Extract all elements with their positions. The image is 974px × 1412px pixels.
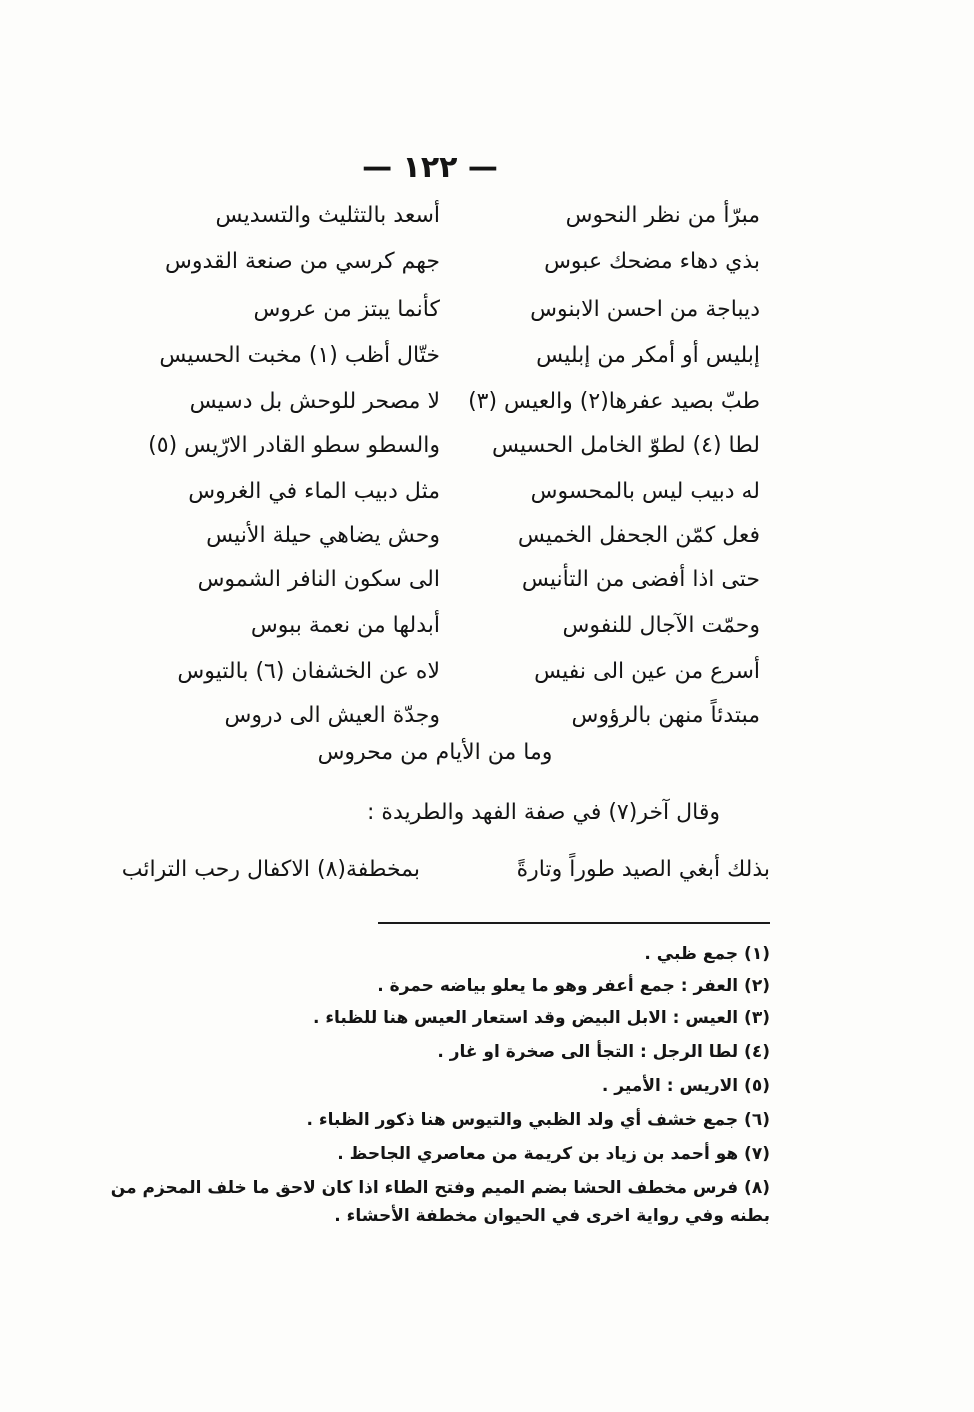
first-hemistich: مبرّأ من نظر النحوس bbox=[565, 203, 760, 228]
first-hemistich: ديباجة من احسن الابنوس bbox=[530, 297, 760, 322]
footnote: (٣) العيس : الابل البيض وقد استعار العيس هنا للظباء . bbox=[312, 1008, 770, 1028]
second-hemistich: وحش يضاهي حيلة الأنيس bbox=[206, 523, 440, 548]
poem-closing-line: وما من الأيام من محروس bbox=[317, 740, 553, 765]
page-number: — ١٢٢ — bbox=[362, 150, 498, 185]
poem-couplet bbox=[120, 560, 760, 608]
second-poem-intro: وقال آخر(٧) في صفة الفهد والطريدة : bbox=[367, 800, 720, 825]
footnote: (٨) فرس مخطف الحشا بضم الميم وفتح الطاء اذا كان لاحق ما خلف المحزم من بطنه وفي رواية اخرى في الحيوان مخطفة الأحشاء . bbox=[110, 1178, 770, 1226]
poem-couplet bbox=[120, 696, 760, 744]
second-hemistich: وجدّة العيش الى دروس bbox=[224, 703, 440, 728]
first-hemistich: مبتدئاً منهن بالرؤوس bbox=[571, 703, 760, 728]
footnote: (٥) الاريس : الأمير . bbox=[601, 1076, 770, 1096]
footnote: (٤) لطا الرجل : التجأ الى صخرة او غار . bbox=[437, 1042, 770, 1062]
second-hemistich: ختّال أظب (١) مخبت الحسيس bbox=[159, 343, 440, 368]
footnote-divider bbox=[378, 922, 770, 924]
first-hemistich: لطا (٤) لطوّ الخامل الحسيس bbox=[491, 433, 760, 458]
first-hemistich: له دبيب ليس بالمحسوس bbox=[530, 479, 760, 504]
first-hemistich: بذلك أبغي الصيد طوراً وتارةً bbox=[516, 857, 770, 882]
second-hemistich: والسطو سطو القادر الارّيس (٥) bbox=[148, 433, 440, 458]
second-hemistich: بمخطفة(٨) الاكفال رحب الترائب bbox=[121, 857, 420, 882]
footnote: (٧) هو أحمد بن زياد بن كريمة من معاصري الجاحظ . bbox=[337, 1144, 770, 1164]
first-hemistich: وحمّت الآجال للنفوس bbox=[562, 613, 760, 638]
second-hemistich: أسعد بالتثليث والتسديس bbox=[215, 203, 440, 228]
poem-couplet bbox=[120, 472, 760, 520]
poem-couplet bbox=[120, 196, 760, 244]
second-hemistich: كأنما يبتز من عروس bbox=[253, 297, 440, 322]
first-hemistich: فعل كمّن الجحفل الخميس bbox=[517, 523, 760, 548]
second-hemistich: جهم كرسي من صنعة القدوس bbox=[165, 249, 440, 274]
poem-couplet bbox=[120, 242, 760, 290]
first-hemistich: حتى اذا أفضى من التأنيس bbox=[521, 567, 760, 592]
poem-couplet bbox=[120, 290, 760, 338]
poem-couplet bbox=[120, 652, 760, 700]
footnote: (٦) جمع خشف أي ولد الظبي والتيوس هنا ذكور الظباء . bbox=[306, 1110, 770, 1130]
second-hemistich: الى سكون النافر الشموس bbox=[197, 567, 440, 592]
poem-couplet bbox=[120, 426, 760, 474]
poem-couplet bbox=[120, 382, 760, 430]
poem-couplet bbox=[120, 606, 760, 654]
second-hemistich: مثل دبيب الماء في الغروس bbox=[188, 479, 440, 504]
first-hemistich: بذي دهاء مضحك عبوس bbox=[544, 249, 760, 274]
second-poem-couplet bbox=[100, 850, 770, 894]
poem-couplet bbox=[120, 336, 760, 384]
second-hemistich: أبدلها من نعمة ببوس bbox=[250, 613, 440, 638]
second-hemistich: لاه عن الخشفان (٦) بالتيوس bbox=[177, 659, 440, 684]
footnote: (٢) العفر : جمع أعفر وهو ما يعلو بياضه حمرة . bbox=[377, 976, 770, 996]
first-hemistich: طبّ بصيد عفرها(٢) والعيس (٣) bbox=[468, 389, 760, 414]
poem-couplet bbox=[120, 516, 760, 564]
first-hemistich: إبليس أو أمكر من إبليس bbox=[536, 343, 760, 368]
footnote: (١) جمع ظبي . bbox=[644, 944, 770, 964]
second-hemistich: لا مصحر للوحش بل دسيس bbox=[189, 389, 440, 414]
first-hemistich: أسرع من عين الى نفيس bbox=[534, 659, 760, 684]
